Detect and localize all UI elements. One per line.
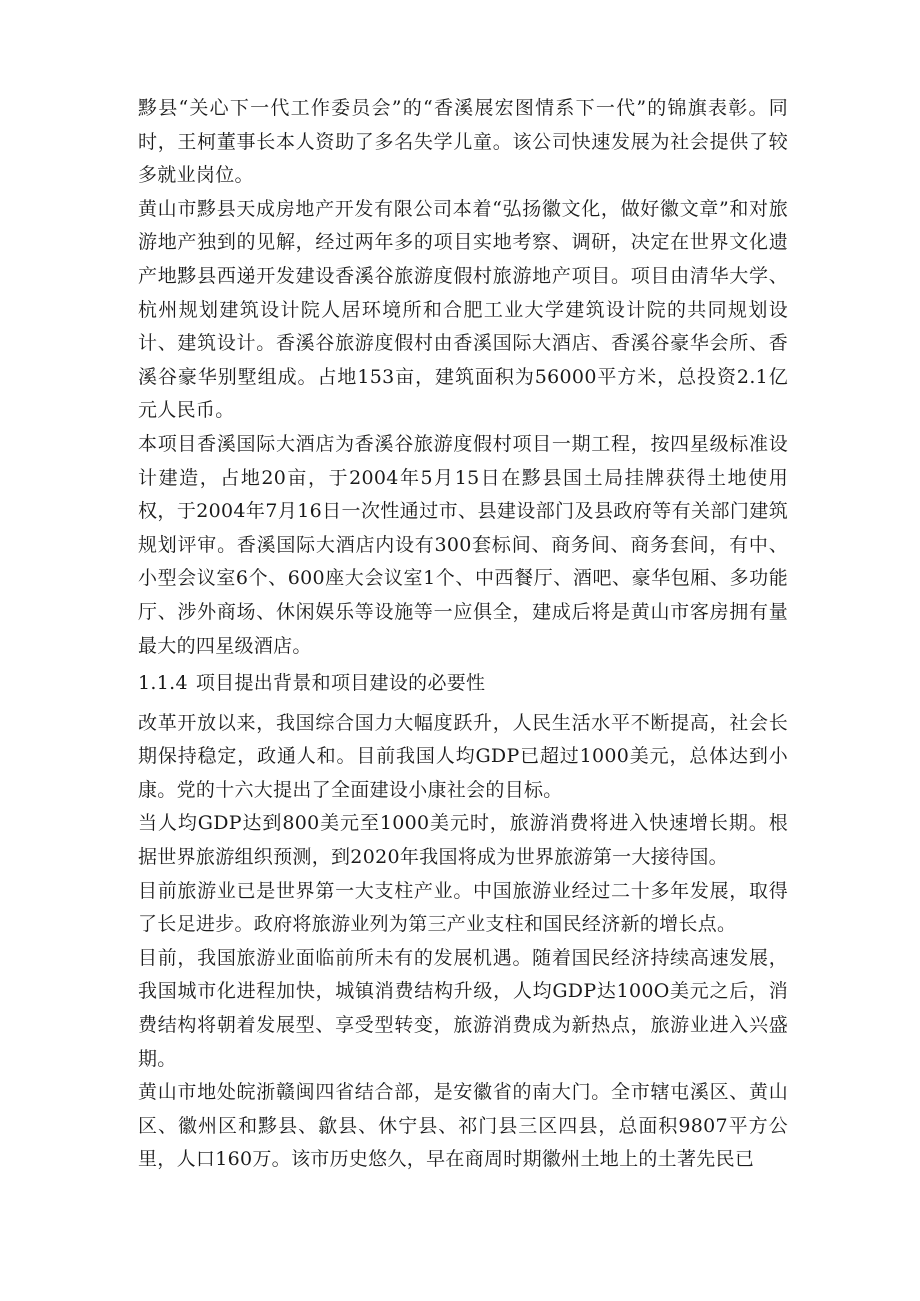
- paragraph-hotel-phase-one: 本项目香溪国际大酒店为香溪谷旅游度假村项目一期工程，按四星级标准设计建造，占地20亩，于2004年5月15日在黟县国土局挂牌获得土地使用权，于2004年7月16日一次性通过市、县建设部门及县政府等有关部门建筑规划评审。香溪国际大酒店内设有300套标间、商务间、商务套间，有中、小型会议室6个、600座大会议室1个、中西餐厅、酒吧、豪华包厢、多功能厅、涉外商场、休闲娱乐等设施等一应俱全，建成后将是黄山市客房拥有量最大的四星级酒店。: [138, 432, 788, 657]
- paragraph-committee-award: 黟县“关心下一代工作委员会”的“香溪展宏图情系下一代”的锦旗表彰。同时，王柯董事长本人资助了多名失学儿童。该公司快速发展为社会提供了较多就业岗位。: [138, 97, 788, 187]
- paragraph-company-project: 黄山市黟县天成房地产开发有限公司本着“弘扬徽文化，做好徽文章”和对旅游地产独到的见解，经过两年多的项目实地考察、调研，决定在世界文化遗产地黟县西递开发建设香溪谷旅游度假村旅游地产项目。项目由清华大学、杭州规划建筑设计院人居环境所和合肥工业大学建筑设计院的共同规划设计、建筑设计。香溪谷旅游度假村由香溪国际大酒店、香溪谷豪华会所、香溪谷豪华别墅组成。占地153亩，建筑面积为56000平方米，总投资2.1亿元人民币。: [138, 197, 788, 422]
- paragraph-gdp-tourism: 当人均GDP达到800美元至1000美元时，旅游消费将进入快速增长期。根据世界旅游组织预测，到2020年我国将成为世界旅游第一大接待国。: [138, 812, 788, 869]
- paragraph-tourism-pillar: 目前旅游业已是世界第一大支柱产业。中国旅游业经过二十多年发展，取得了长足进步。政府将旅游业列为第三产业支柱和国民经济新的增长点。: [138, 879, 788, 936]
- section-heading: [138, 667, 788, 701]
- paragraph-reform-opening: 改革开放以来，我国综合国力大幅度跃升，人民生活水平不断提高，社会长期保持稳定，政通人和。目前我国人均GDP已超过1000美元，总体达到小康。党的十六大提出了全面建设小康社会的目标。: [138, 711, 788, 801]
- section-number: 1.1.4: [138, 672, 188, 695]
- paragraph-huangshan-overview: 黄山市地处皖浙赣闽四省结合部，是安徽省的南大门。全市辖屯溪区、黄山区、徽州区和黟县、歙县、休宁县、祁门县三区四县，总面积9807平方公里，人口160万。该市历史悠久，早在商周时期徽州土地上的土著先民已: [138, 1081, 788, 1171]
- document-body: [138, 92, 788, 1177]
- paragraph-development-opportunity: 目前，我国旅游业面临前所未有的发展机遇。随着国民经济持续高速发展，我国城市化进程加快，城镇消费结构升级，人均GDP达100O美元之后，消费结构将朝着发展型、享受型转变，旅游消费成为新热点，旅游业进入兴盛期。: [138, 946, 788, 1070]
- section-title: 项目提出背景和项目建设的必要性: [195, 672, 486, 695]
